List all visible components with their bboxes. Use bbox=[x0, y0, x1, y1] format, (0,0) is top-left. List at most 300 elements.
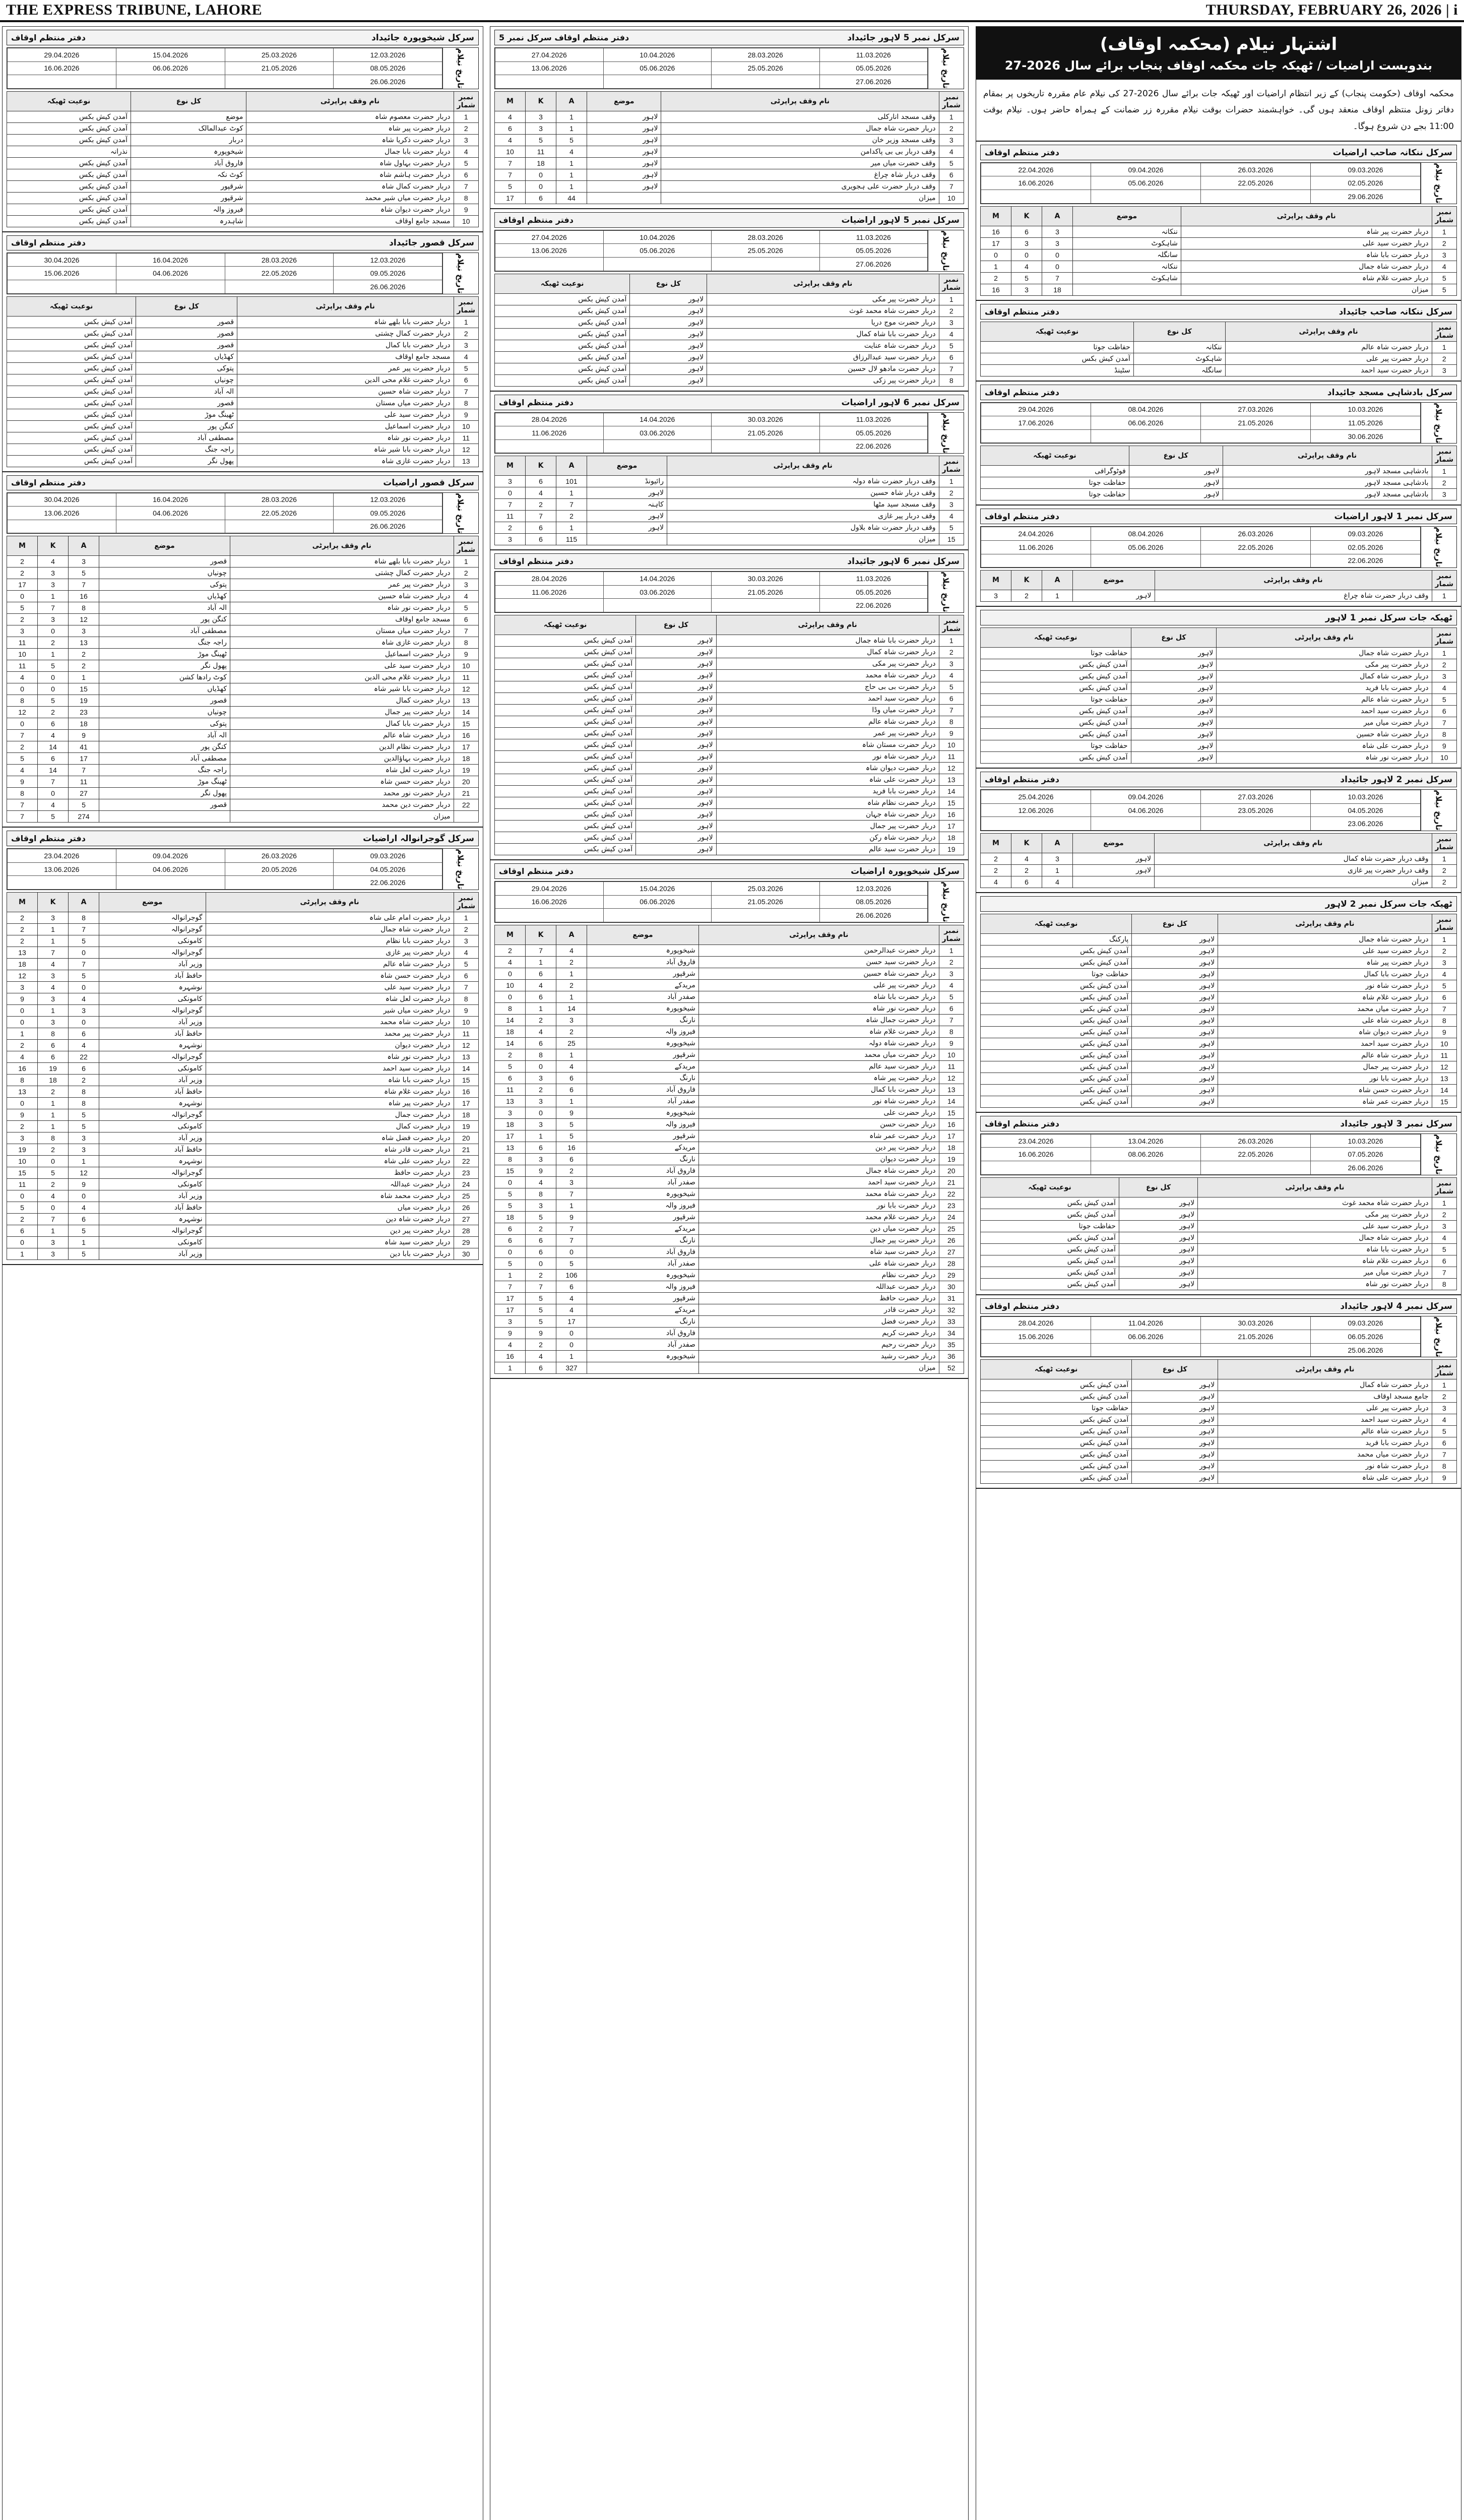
table-row bbox=[495, 1176, 964, 1188]
table-cell: لاہور bbox=[1132, 1379, 1218, 1391]
table-cell: 6 bbox=[526, 991, 556, 1002]
auction-date: 09.03.2026 bbox=[334, 849, 442, 863]
table-cell: دربار حضرت پیر علی bbox=[698, 979, 939, 991]
table-cell: دربار حضرت پیر شاہ bbox=[698, 1072, 939, 1084]
table-cell: قصور bbox=[99, 799, 230, 811]
table-cell: دربار حضرت قادر شاہ bbox=[206, 1144, 454, 1156]
table-cell: آمدن کیش بکس bbox=[981, 1449, 1132, 1461]
block-office: دفتر منتظم اوقاف bbox=[985, 1301, 1059, 1311]
table-cell: دربار حضرت نظام الدین bbox=[230, 741, 454, 753]
table-cell: 2 bbox=[556, 956, 587, 968]
table-cell: 6 bbox=[454, 614, 478, 625]
auction-date: 11.03.2026 bbox=[819, 572, 928, 586]
auction-dates-row bbox=[981, 790, 1421, 804]
auction-dates-row bbox=[495, 572, 928, 586]
auction-date: 26.06.2026 bbox=[1311, 1161, 1421, 1175]
table-row bbox=[7, 1156, 479, 1167]
table-cell: 3 bbox=[38, 1248, 69, 1260]
block-office: دفتر منتظم اوقاف bbox=[11, 238, 86, 248]
table-cell: دربار حضرت پیر جمال bbox=[1218, 1061, 1432, 1073]
table-row bbox=[981, 1038, 1457, 1049]
table-cell: 5 bbox=[556, 1257, 587, 1269]
table-cell: 15 bbox=[1432, 1096, 1456, 1107]
table-cell: پھول نگر bbox=[99, 788, 230, 799]
block-heading bbox=[494, 863, 964, 879]
table-row bbox=[495, 991, 964, 1002]
table-cell: دربار حضرت سید علی bbox=[206, 982, 454, 993]
table-cell: 5 bbox=[1432, 272, 1456, 284]
table-cell: مریدکے bbox=[587, 979, 699, 991]
table-cell: لاہور bbox=[1131, 682, 1217, 694]
table-cell: لاہور bbox=[636, 693, 716, 705]
auction-date: 11.03.2026 bbox=[819, 230, 928, 244]
table-cell: دربار حضرت پیر علی bbox=[1218, 1403, 1432, 1414]
table-cell: سانگلہ bbox=[1133, 364, 1225, 376]
table-cell: لاہور bbox=[587, 111, 661, 122]
table-cell: وقف دربار شاہ چراغ bbox=[661, 169, 939, 180]
table-cell: 3 bbox=[1042, 853, 1073, 864]
table-cell: دربار حضرت علی شاہ bbox=[716, 774, 939, 786]
table-cell: مسجد جامع اوقاف bbox=[230, 614, 454, 625]
auction-dates-table bbox=[981, 1316, 1421, 1357]
table-cell: نوشہرہ bbox=[99, 982, 206, 993]
table-cell: 5 bbox=[495, 1060, 526, 1072]
auction-date: 27.04.2026 bbox=[495, 48, 604, 62]
header-kind: کل نوع bbox=[1133, 322, 1225, 341]
table-cell: 12 bbox=[454, 1040, 478, 1051]
table-cell: 1 bbox=[38, 591, 69, 602]
table-cell: شیخوپورہ bbox=[587, 1350, 699, 1362]
table-cell: پھول نگر bbox=[136, 455, 237, 467]
table-cell: 2 bbox=[69, 660, 99, 672]
table-cell: 0 bbox=[7, 591, 38, 602]
issue-date: THURSDAY, FEBRUARY 26, 2026 bbox=[1205, 2, 1442, 18]
table-cell: نذرانہ bbox=[7, 146, 131, 157]
header-area-m: M bbox=[495, 91, 526, 111]
table-cell: 2 bbox=[7, 556, 38, 568]
table-cell: 14 bbox=[556, 1002, 587, 1014]
table-cell: ٹھینگ موڑ bbox=[99, 649, 230, 660]
table-cell: 14 bbox=[38, 741, 69, 753]
table-cell: 4 bbox=[38, 730, 69, 741]
table-row bbox=[495, 751, 964, 763]
auction-date: 11.05.2026 bbox=[1311, 416, 1421, 430]
table-cell: لاہور bbox=[1132, 1426, 1218, 1437]
auction-date: 15.06.2026 bbox=[981, 1330, 1091, 1344]
auction-dates-row bbox=[981, 163, 1421, 176]
table-cell: وزیر آباد bbox=[99, 1075, 206, 1086]
table-row bbox=[495, 522, 964, 534]
table-cell: گوجرانوالہ bbox=[99, 1225, 206, 1237]
table-row bbox=[981, 1026, 1457, 1038]
table-cell: 4 bbox=[7, 1051, 38, 1063]
table-cell: 11 bbox=[454, 432, 478, 444]
auction-date: 23.05.2026 bbox=[1201, 803, 1311, 817]
table-row bbox=[981, 1003, 1457, 1015]
table-cell: آمدن کیش بکس bbox=[981, 1038, 1132, 1049]
table-row bbox=[495, 1257, 964, 1269]
table-cell: 6 bbox=[38, 1051, 69, 1063]
table-cell: شیخوپورہ bbox=[587, 1188, 699, 1200]
table-row bbox=[7, 672, 479, 683]
auction-dates-label: تاریخ نیلام bbox=[928, 572, 964, 612]
auction-date: 05.06.2026 bbox=[1091, 540, 1201, 554]
table-cell: پھول نگر bbox=[99, 660, 230, 672]
table-cell: وقف دربار شاہ حسین bbox=[667, 487, 939, 499]
table-cell: 17 bbox=[556, 1315, 587, 1327]
auction-dates-row bbox=[8, 876, 442, 890]
table-cell: دربار حضرت پیر علی bbox=[1225, 353, 1432, 364]
table-cell: 21 bbox=[454, 1144, 478, 1156]
table-cell: 14 bbox=[1432, 1084, 1456, 1096]
table-cell: آمدن کیش بکس bbox=[495, 786, 636, 797]
block-title: سرکل نمبر 6 لاہور اراضیات bbox=[841, 397, 960, 408]
table-row bbox=[981, 1414, 1457, 1426]
table-cell: دربار حضرت شاہ عالم bbox=[716, 716, 939, 728]
table-row bbox=[495, 844, 964, 855]
auction-dates-table bbox=[7, 849, 442, 890]
auction-date bbox=[225, 876, 334, 890]
auction-date: 30.04.2026 bbox=[8, 493, 116, 507]
table-cell: دربار حضرت دیوان bbox=[698, 1153, 939, 1165]
table-cell: مریدکے bbox=[587, 1060, 699, 1072]
table-cell: 19 bbox=[38, 1063, 69, 1075]
header-area-m: M bbox=[495, 456, 526, 476]
table-cell: 36 bbox=[939, 1350, 964, 1362]
table-cell: 0 bbox=[38, 672, 69, 683]
table-cell: فیروز والہ bbox=[131, 204, 246, 215]
table-row bbox=[7, 397, 479, 409]
table-cell: لاہور bbox=[1131, 706, 1217, 717]
table-row bbox=[7, 935, 479, 947]
auction-date: 29.04.2026 bbox=[8, 48, 116, 62]
block-title: سرکل ننکانہ صاحب جائیداد bbox=[1339, 306, 1452, 317]
listing-block bbox=[976, 893, 1461, 1113]
table-cell: دربار حضرت شاہ جمال bbox=[1217, 648, 1432, 659]
table-cell: دربار حضرت سید عبدالرزاق bbox=[707, 351, 939, 363]
property-table bbox=[980, 322, 1457, 376]
table-row bbox=[495, 1304, 964, 1315]
auction-date: 05.06.2026 bbox=[603, 244, 712, 258]
table-cell: 106 bbox=[556, 1269, 587, 1281]
table-cell: لاہور bbox=[636, 647, 716, 658]
table-cell: دربار حضرت پیر محمد bbox=[206, 1028, 454, 1040]
table-cell: لاہور bbox=[1132, 945, 1218, 957]
header-serial: نمبر شمار bbox=[939, 456, 964, 476]
auction-date: 30.04.2026 bbox=[8, 253, 116, 267]
table-cell: فاروق آباد bbox=[587, 1165, 699, 1176]
table-cell: آمدن کیش بکس bbox=[7, 351, 136, 362]
table-cell: دربار حضرت اسماعیل bbox=[230, 649, 454, 660]
table-cell: جامع مسجد اوقاف bbox=[1218, 1391, 1432, 1403]
table-cell: 0 bbox=[495, 991, 526, 1002]
table-cell: 18 bbox=[454, 1109, 478, 1121]
table-cell: 12 bbox=[7, 970, 38, 982]
table-cell: 2 bbox=[454, 568, 478, 579]
table-cell: 5 bbox=[69, 568, 99, 579]
auction-dates-row bbox=[981, 1330, 1421, 1344]
total-value: 7 bbox=[7, 811, 38, 823]
table-cell: 6 bbox=[454, 374, 478, 386]
auction-date bbox=[981, 1161, 1091, 1175]
table-cell: دربار حضرت حسن شاہ bbox=[230, 776, 454, 788]
table-cell: 15 bbox=[939, 797, 964, 809]
table-row bbox=[981, 1437, 1457, 1449]
table-row bbox=[981, 740, 1457, 752]
table-cell: راجہ جنگ bbox=[99, 765, 230, 776]
table-cell: 0 bbox=[7, 1098, 38, 1109]
table-cell: 3 bbox=[1432, 1403, 1456, 1414]
table-cell: آمدن کیش بکس bbox=[981, 1061, 1132, 1073]
table-row bbox=[7, 1225, 479, 1237]
header-area-a: A bbox=[69, 536, 99, 556]
table-cell: 1 bbox=[1042, 590, 1073, 602]
table-cell: آمدن کیش بکس bbox=[495, 809, 636, 821]
table-cell: دربار حضرت غلام شاہ bbox=[1181, 272, 1432, 284]
table-cell: آمدن کیش بکس bbox=[981, 1026, 1132, 1038]
auction-dates-row bbox=[981, 176, 1421, 190]
auction-date: 08.05.2026 bbox=[819, 895, 928, 909]
table-cell: دربار حضرت نور شاہ bbox=[206, 1051, 454, 1063]
table-row bbox=[981, 968, 1457, 980]
property-header-row bbox=[981, 914, 1457, 933]
auction-dates-row bbox=[981, 803, 1421, 817]
table-cell: 34 bbox=[939, 1327, 964, 1339]
table-row bbox=[495, 647, 964, 658]
table-cell: 1 bbox=[454, 912, 478, 924]
table-cell: 3 bbox=[526, 1153, 556, 1165]
auction-dates-table bbox=[981, 1134, 1421, 1175]
table-cell: لاہور bbox=[1129, 466, 1223, 477]
table-cell: وقف دربار بی بی پاکدامن bbox=[661, 146, 939, 157]
auction-schedule bbox=[980, 402, 1457, 444]
table-cell: 5 bbox=[526, 1315, 556, 1327]
table-row bbox=[7, 146, 479, 157]
table-cell: فیروز والہ bbox=[587, 1026, 699, 1037]
listing-block bbox=[490, 860, 968, 1379]
table-cell: نارنگ bbox=[587, 1315, 699, 1327]
table-cell: آمدن کیش بکس bbox=[981, 1232, 1119, 1243]
table-cell: 7 bbox=[38, 776, 69, 788]
auction-dates-label: تاریخ نیلام bbox=[1421, 1316, 1456, 1357]
table-cell: دربار حضرت بابا کمال bbox=[698, 1084, 939, 1095]
table-cell: دربار حضرت سید علی bbox=[230, 660, 454, 672]
auction-date bbox=[603, 257, 712, 271]
table-cell: دربار حضرت بابا شاہ bbox=[698, 991, 939, 1002]
table-cell: لاہور bbox=[1132, 1096, 1218, 1107]
table-cell: دربار حضرت میاں مستان bbox=[237, 397, 454, 409]
table-cell: دربار حضرت نظام شاہ bbox=[716, 797, 939, 809]
table-cell: 0 bbox=[526, 1257, 556, 1269]
table-cell: 4 bbox=[7, 765, 38, 776]
auction-date: 09.03.2026 bbox=[1311, 163, 1421, 176]
table-cell: 8 bbox=[7, 695, 38, 707]
table-row bbox=[981, 991, 1457, 1003]
table-cell: دربار حضرت کمال bbox=[206, 1121, 454, 1132]
block-office: دفتر منتظم اوقاف bbox=[985, 775, 1059, 785]
table-cell: 9 bbox=[526, 1327, 556, 1339]
table-cell: 29 bbox=[939, 1269, 964, 1281]
table-cell: کوٹ عبدالمالک bbox=[131, 122, 246, 134]
block-office: دفتر منتظم اوقاف bbox=[985, 387, 1059, 397]
auction-dates-row bbox=[8, 493, 442, 507]
table-cell: 10 bbox=[454, 420, 478, 432]
table-cell: 0 bbox=[495, 1246, 526, 1257]
table-cell: دربار حضرت شاہ حسین bbox=[230, 591, 454, 602]
block-title: سرکل گوجرانوالہ اراضیات bbox=[363, 834, 474, 844]
table-cell: دربار حضرت میاں محمد bbox=[1218, 1449, 1432, 1461]
header-name: نام وقف پراپرٹی bbox=[667, 456, 939, 476]
header-location: موضع bbox=[587, 925, 699, 944]
table-cell: 3 bbox=[939, 658, 964, 670]
header-area-m: M bbox=[981, 833, 1011, 853]
table-cell: فاروق آباد bbox=[587, 1246, 699, 1257]
auction-date: 15.04.2026 bbox=[116, 48, 225, 62]
table-cell: دربار حضرت ذکریا شاہ bbox=[246, 134, 454, 146]
table-cell: دربار حضرت کمال چشتی bbox=[237, 328, 454, 339]
table-cell: الہ آباد bbox=[99, 602, 230, 614]
table-cell: 6 bbox=[939, 169, 964, 180]
block-heading bbox=[7, 475, 479, 490]
table-cell: آمدن کیش بکس bbox=[7, 204, 131, 215]
property-table bbox=[494, 615, 964, 855]
table-cell: 4 bbox=[69, 1202, 99, 1214]
table-row bbox=[7, 912, 479, 924]
auction-date: 13.06.2026 bbox=[8, 862, 116, 876]
property-header-row bbox=[981, 322, 1457, 341]
table-cell: 3 bbox=[526, 1072, 556, 1084]
table-cell: 18 bbox=[495, 1026, 526, 1037]
auction-date bbox=[8, 520, 116, 533]
table-cell: 2 bbox=[1011, 864, 1042, 876]
auction-date bbox=[495, 75, 604, 89]
table-cell: لاہور bbox=[1132, 1084, 1218, 1096]
auction-date bbox=[981, 817, 1091, 831]
table-row bbox=[7, 1086, 479, 1098]
table-cell: 11 bbox=[7, 660, 38, 672]
table-cell: دربار حضرت لعل شاہ bbox=[230, 765, 454, 776]
table-cell: 7 bbox=[1432, 1003, 1456, 1015]
table-cell: 7 bbox=[454, 386, 478, 397]
auction-date: 04.06.2026 bbox=[1091, 803, 1201, 817]
block-heading bbox=[494, 30, 964, 45]
table-cell: 17 bbox=[69, 753, 99, 765]
table-cell: دربار حضرت میاں شیر bbox=[206, 1005, 454, 1017]
table-cell: لاہور bbox=[630, 340, 707, 351]
header-kind: کل نوع bbox=[1132, 914, 1218, 933]
auction-date bbox=[1091, 1343, 1201, 1357]
auction-date: 26.06.2026 bbox=[334, 280, 442, 293]
auction-date bbox=[1201, 554, 1311, 568]
table-cell: 21 bbox=[939, 1176, 964, 1188]
auction-schedule bbox=[494, 412, 964, 454]
table-cell: دربار حضرت عبدالرحمن bbox=[698, 944, 939, 956]
table-cell: 7 bbox=[1432, 1449, 1456, 1461]
table-cell: دربار حضرت میاں مستان bbox=[230, 625, 454, 637]
table-cell: 4 bbox=[69, 1040, 99, 1051]
table-cell: 2 bbox=[7, 1214, 38, 1225]
auction-date bbox=[495, 599, 604, 612]
table-row bbox=[495, 1084, 964, 1095]
table-row bbox=[981, 1255, 1457, 1267]
table-cell: دربار حضرت پیر مکی bbox=[716, 658, 939, 670]
table-cell: دربار حضرت پیر مکی bbox=[1198, 1209, 1432, 1220]
table-cell: لاہور bbox=[1132, 1061, 1218, 1073]
block-title: سرکل نمبر 3 لاہور جائیداد bbox=[1340, 1118, 1452, 1129]
table-cell: 1 bbox=[556, 522, 587, 534]
table-cell: 16 bbox=[981, 226, 1011, 237]
table-cell: دربار حضرت بابا نور bbox=[1218, 1073, 1432, 1084]
total-label: میزان bbox=[698, 1362, 939, 1373]
table-cell: 14 bbox=[454, 1063, 478, 1075]
table-cell: 0 bbox=[38, 788, 69, 799]
table-cell: 8 bbox=[495, 1153, 526, 1165]
table-cell: 10 bbox=[495, 979, 526, 991]
table-row bbox=[7, 215, 479, 227]
table-cell: 0 bbox=[556, 1246, 587, 1257]
header-name: نام وقف پراپرٹی bbox=[1218, 1360, 1432, 1379]
table-cell: 15 bbox=[454, 1075, 478, 1086]
table-cell: دربار حضرت رحیم bbox=[698, 1339, 939, 1350]
table-cell: آمدن کیش بکس bbox=[981, 1049, 1132, 1061]
table-cell: دربار حضرت شاہ نور bbox=[716, 751, 939, 763]
table-cell: وقف دربار حضرت پیر غازی bbox=[1155, 864, 1432, 876]
table-cell: شیخوپورہ bbox=[587, 1107, 699, 1118]
auction-date: 02.05.2026 bbox=[1311, 176, 1421, 190]
table-cell: 6 bbox=[526, 476, 556, 487]
table-cell: کامونکی bbox=[99, 1237, 206, 1248]
table-cell: 35 bbox=[939, 1339, 964, 1350]
table-cell: 2 bbox=[939, 122, 964, 134]
auction-date bbox=[116, 280, 225, 293]
block-heading bbox=[980, 385, 1457, 400]
auction-date bbox=[1201, 1343, 1311, 1357]
table-cell: کنگن پور bbox=[136, 420, 237, 432]
table-cell: مصطفی آباد bbox=[99, 625, 230, 637]
auction-date: 22.06.2026 bbox=[819, 439, 928, 453]
table-cell: دربار حضرت شاہ محمد bbox=[716, 670, 939, 681]
table-row bbox=[981, 249, 1457, 261]
table-cell: دربار حضرت دیوان شاہ bbox=[716, 763, 939, 774]
table-cell: 3 bbox=[38, 993, 69, 1005]
auction-dates-row bbox=[981, 429, 1421, 443]
table-cell: 6 bbox=[454, 970, 478, 982]
table-cell: شاہدرہ bbox=[131, 215, 246, 227]
table-cell: 5 bbox=[495, 180, 526, 192]
block-title: ٹھیکہ جات سرکل نمبر 1 لاہور bbox=[1325, 613, 1452, 623]
table-row bbox=[981, 477, 1457, 489]
table-cell: 1 bbox=[556, 111, 587, 122]
table-row bbox=[981, 864, 1457, 876]
table-row bbox=[495, 1339, 964, 1350]
table-cell: دربار حضرت بابا شاہ bbox=[1181, 249, 1432, 261]
table-cell: پارکنگ bbox=[981, 933, 1132, 945]
table-cell: حفاظت جوتا bbox=[981, 341, 1134, 353]
auction-date: 28.03.2026 bbox=[225, 493, 334, 507]
auction-dates-row bbox=[8, 849, 442, 863]
auction-dates-row bbox=[495, 585, 928, 599]
table-cell: دربار حضرت غلام محی الدین bbox=[237, 374, 454, 386]
table-cell: دربار حضرت شاہ محمد bbox=[698, 1188, 939, 1200]
table-cell: کوٹ نکہ bbox=[131, 169, 246, 180]
auction-dates-table bbox=[495, 48, 928, 89]
table-row bbox=[981, 1209, 1457, 1220]
auction-dates-table bbox=[495, 230, 928, 271]
table-cell: 7 bbox=[454, 180, 478, 192]
table-cell: وزیر آباد bbox=[99, 1132, 206, 1144]
table-cell: دربار حضرت غلام محمد bbox=[698, 1211, 939, 1223]
auction-schedule bbox=[494, 571, 964, 613]
